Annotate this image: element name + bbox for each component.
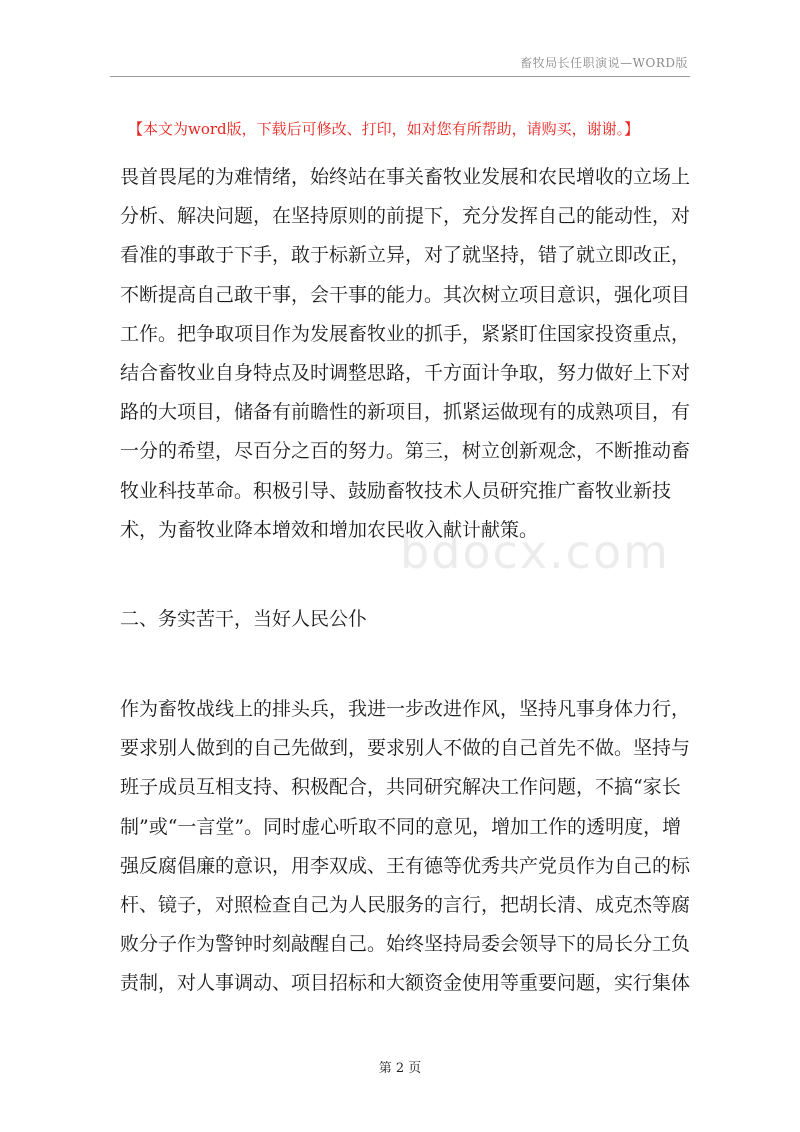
- watermark: bdocx.com: [400, 525, 670, 579]
- section-heading-2: 二、务实苦干，当好人民公仆: [120, 608, 368, 630]
- body-paragraph-2: 作为畜牧战线上的排头兵，我进一步改进作风，坚持凡事身体力行，要求别人做到的自己先做到，要求别人不做的自己首先不做。坚持与班子成员互相支持、积极配合，共同研究解决工作问题，不搞“家长制”或“一言堂”。同时虚心听取不同的意见，增加工作的透明度，增强反腐倡廉的意识，用李双成、王有德等优秀共产党员作为自己的标杆、镜子，对照检查自己为人民服务的言行，把胡长清、成克杰等腐败分子作为警钟时刻敲醒自己。始终坚持局委会领导下的局长分工负责制，对人事调动、项目招标和大额资金使用等重要问题，实行集体: [120, 698, 691, 995]
- page-number: 第 2 页: [378, 1061, 422, 1076]
- body-paragraph-1: 畏首畏尾的为难情绪，始终站在事关畜牧业发展和农民增收的立场上分析、解决问题，在坚持原则的前提下，充分发挥自己的能动性，对看准的事敢于下手，敢于标新立异，对了就坚持，错了就立即改正，不断提高自己敢干事，会干事的能力。其次树立项目意识，强化项目工作。把争取项目作为发展畜牧业的抓手，紧紧盯住国家投资重点，结合畜牧业自身特点及时调整思路，千方面计争取，努力做好上下对路的大项目，储备有前瞻性的新项目，抓紧运做现有的成熟项目，有一分的希望，尽百分之百的努力。第三，树立创新观念，不断推动畜牧业科技革命。积极引导、鼓励畜牧技术人员研究推广畜牧业新技术，为畜牧业降本增效和增加农民收入献计献策。: [120, 166, 691, 541]
- header-title: 畜牧局长任职演说—WORD版: [520, 56, 688, 70]
- header-divider: [110, 76, 690, 77]
- purchase-notice: 【本文为word版，下载后可修改、打印，如对您有所帮助，请购买，谢谢。】: [128, 120, 640, 138]
